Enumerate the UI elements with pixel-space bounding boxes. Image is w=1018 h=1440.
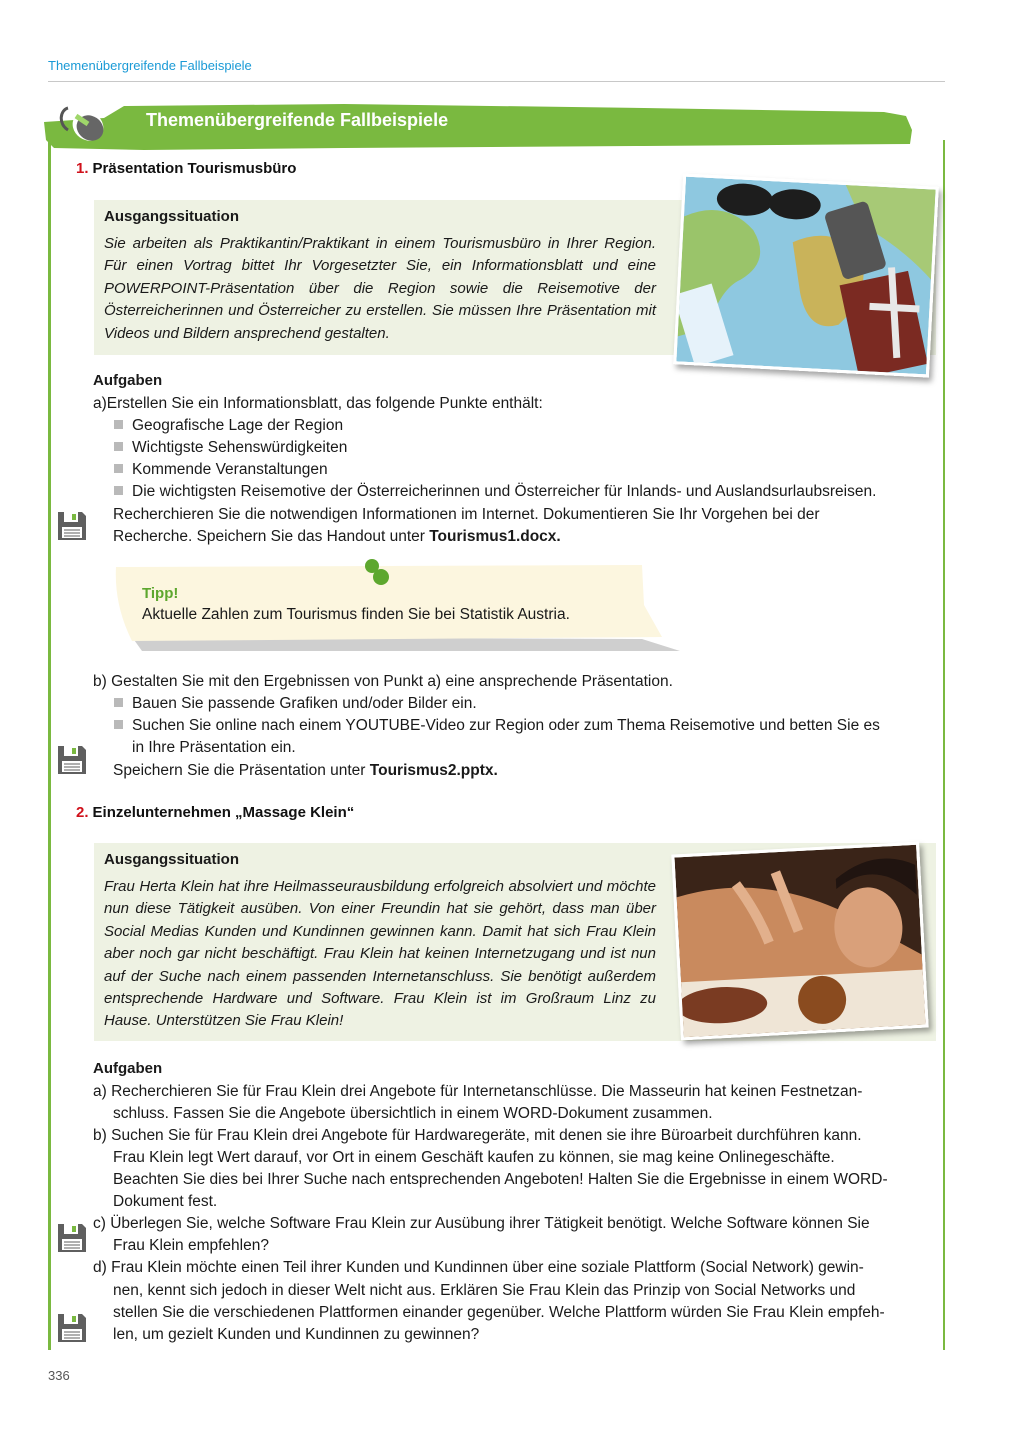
task-a-follow-line-2 bbox=[113, 526, 561, 548]
task-text: Gestalten Sie mit den Ergebnissen von Punkt a) eine ansprechende Präsentation. bbox=[111, 673, 673, 690]
situation-heading: Ausgangssituation bbox=[104, 851, 240, 868]
massage-illustration bbox=[674, 845, 925, 1037]
save-icon bbox=[56, 744, 88, 776]
bullet-item bbox=[114, 481, 876, 503]
task-line: Frau Klein empfehlen? bbox=[113, 1237, 269, 1254]
task-line: Frau Klein möchte einen Teil ihrer Kunden und Kundinnen über eine soziale Plattform (Social Network) gewin- bbox=[111, 1259, 864, 1276]
bullet-item bbox=[114, 415, 343, 437]
task-line: Beachten Sie dies bei Ihrer Suche nach entsprechenden Angeboten! Halten Sie die Ergebnisse in einem WORD- bbox=[113, 1171, 888, 1188]
situation-text: Sie arbeiten als Praktikantin/Praktikant in einem Tourismusbüro in Ihrer Region. Für einen Vortrag bittet Ihr Vorgesetzter Sie, ein Informationsblatt und eine POWERPOINT-Präsentation über die Region sowie die Reisemotive der Österreicherinnen und Österreicher zu erstellen. Sie müssen Ihre Präsentation mit Videos und Bildern ansprechend gestalten. bbox=[104, 235, 656, 342]
section-1-title bbox=[76, 160, 296, 177]
follow-text: Recherche. Speichern Sie das Handout unter bbox=[113, 528, 425, 545]
bullet-icon bbox=[114, 420, 123, 429]
task-a bbox=[93, 393, 543, 415]
task-label: a) bbox=[93, 1083, 107, 1100]
task-label: a) bbox=[93, 395, 107, 412]
bullet-item bbox=[114, 693, 477, 715]
task-item bbox=[93, 1257, 864, 1279]
running-head: Themenübergreifende Fallbeispiele bbox=[48, 58, 252, 73]
bullet-text: Geografische Lage der Region bbox=[132, 417, 344, 434]
task-line: Suchen Sie für Frau Klein drei Angebote für Hardwaregeräte, mit denen sie ihre Büroarbeit durchführen kann. bbox=[111, 1127, 862, 1144]
save-icon bbox=[56, 510, 88, 542]
task-label: c) bbox=[93, 1215, 106, 1232]
bullet-item bbox=[114, 459, 328, 481]
task-line: Frau Klein legt Wert darauf, vor Ort in einem Geschäft kaufen zu können, sie mag keine Onlinegeschäfte. bbox=[113, 1149, 835, 1166]
bullet-icon bbox=[114, 464, 123, 473]
bullet-icon bbox=[114, 486, 123, 495]
bullet-icon bbox=[114, 698, 123, 707]
task-item bbox=[93, 1125, 862, 1147]
file-name: Tourismus2.pptx. bbox=[369, 762, 498, 779]
chapter-banner bbox=[44, 100, 948, 150]
section-number: 1. bbox=[76, 160, 89, 177]
bullet-item bbox=[114, 715, 880, 737]
page-number: 336 bbox=[48, 1368, 70, 1383]
bullet-item bbox=[114, 437, 347, 459]
task-item bbox=[93, 1213, 870, 1235]
task-item bbox=[93, 1081, 862, 1103]
task-line: stellen Sie die verschiedenen Plattformen einander gegenüber. Welche Plattform würden Sie Frau Klein empfeh- bbox=[113, 1304, 885, 1321]
travel-map-photo bbox=[673, 173, 939, 377]
section-title-text: Einzelunternehmen „Massage Klein“ bbox=[92, 804, 355, 821]
massage-photo bbox=[671, 842, 928, 1041]
save-icon bbox=[56, 1312, 88, 1344]
task-text: Erstellen Sie ein Informationsblatt, das folgende Punkte enthält: bbox=[106, 395, 543, 412]
task-line: Überlegen Sie, welche Software Frau Klein zur Ausübung ihrer Tätigkeit benötigt. Welche Software können Sie bbox=[110, 1215, 870, 1232]
save-icon bbox=[56, 1222, 88, 1254]
bullet-text: Bauen Sie passende Grafiken und/oder Bilder ein. bbox=[132, 695, 477, 712]
task-a-follow-line-1: Recherchieren Sie die notwendigen Informationen im Internet. Dokumentieren Sie Ihr Vorgehen bei der bbox=[113, 506, 820, 523]
tip-text: Aktuelle Zahlen zum Tourismus finden Sie bei Statistik Austria. bbox=[142, 606, 570, 623]
task-label: b) bbox=[93, 1127, 107, 1144]
task-line: Recherchieren Sie für Frau Klein drei Angebote für Internetanschlüsse. Die Masseurin hat keinen Festnetzan- bbox=[111, 1083, 863, 1100]
task-b bbox=[93, 671, 673, 693]
task-label: b) bbox=[93, 673, 107, 690]
follow-text: Speichern Sie die Präsentation unter bbox=[113, 762, 366, 779]
task-b-follow bbox=[113, 760, 498, 782]
banner-title: Themenübergreifende Fallbeispiele bbox=[146, 110, 449, 130]
tip-label: Tipp! bbox=[142, 585, 179, 602]
task-line: schluss. Fassen Sie die Angebote übersichtlich in einem WORD-Dokument zusammen. bbox=[113, 1105, 713, 1122]
bullet-text: Die wichtigsten Reisemotive der Österreicherinnen und Österreicher für Inlands- und Auslandsurlaubsreisen. bbox=[132, 483, 877, 500]
situation-heading: Ausgangssituation bbox=[104, 208, 240, 225]
section-number: 2. bbox=[76, 804, 89, 821]
task-line: nen, kennt sich jedoch in dieser Welt nicht aus. Erklären Sie Frau Klein das Prinzip von Social Networks und bbox=[113, 1282, 856, 1299]
bullet-continuation: in Ihre Präsentation ein. bbox=[132, 739, 296, 756]
travel-map-illustration bbox=[676, 177, 935, 375]
task-label: d) bbox=[93, 1259, 107, 1276]
bullet-text: Suchen Sie online nach einem YOUTUBE-Video zur Region oder zum Thema Reisemotive und betten Sie es bbox=[132, 717, 880, 734]
task-line: len, um gezielt Kunden und Kundinnen zu gewinnen? bbox=[113, 1326, 480, 1343]
tasks-heading-2: Aufgaben bbox=[93, 1060, 163, 1077]
task-line: Dokument fest. bbox=[113, 1193, 218, 1210]
section-2-title bbox=[76, 804, 354, 821]
bullet-text: Kommende Veranstaltungen bbox=[132, 461, 328, 478]
bullet-text: Wichtigste Sehenswürdigkeiten bbox=[132, 439, 348, 456]
tasks-heading-1: Aufgaben bbox=[93, 372, 163, 389]
file-name: Tourismus1.docx. bbox=[429, 528, 561, 545]
frame-left-border bbox=[48, 140, 51, 1350]
header-divider bbox=[48, 81, 945, 82]
frame-right-border bbox=[943, 140, 945, 1350]
pin-icon bbox=[362, 557, 392, 592]
situation-text: Frau Herta Klein hat ihre Heilmasseurausbildung erfolgreich absolviert und möchte nun diese Tätigkeit ausüben. Von einer Freundin hat sie gehört, dass man über Social Medias Kunden und Kundinnen gewinnen kann. Damit hat sich Frau Klein aber noch gar nicht beschäftigt. Frau Klein hat keinen Internetzugang und ist nun auf der Suche nach einem passenden Internetanschluss. Sie benötigt außerdem entsprechende Hardware und Software. Frau Klein ist im Großraum Linz zu Hause. Unterstützen Sie Frau Klein! bbox=[104, 878, 656, 1030]
section-title-text: Präsentation Tourismusbüro bbox=[92, 160, 297, 177]
tip-box bbox=[112, 565, 682, 655]
bullet-icon bbox=[114, 442, 123, 451]
bullet-icon bbox=[114, 720, 123, 729]
